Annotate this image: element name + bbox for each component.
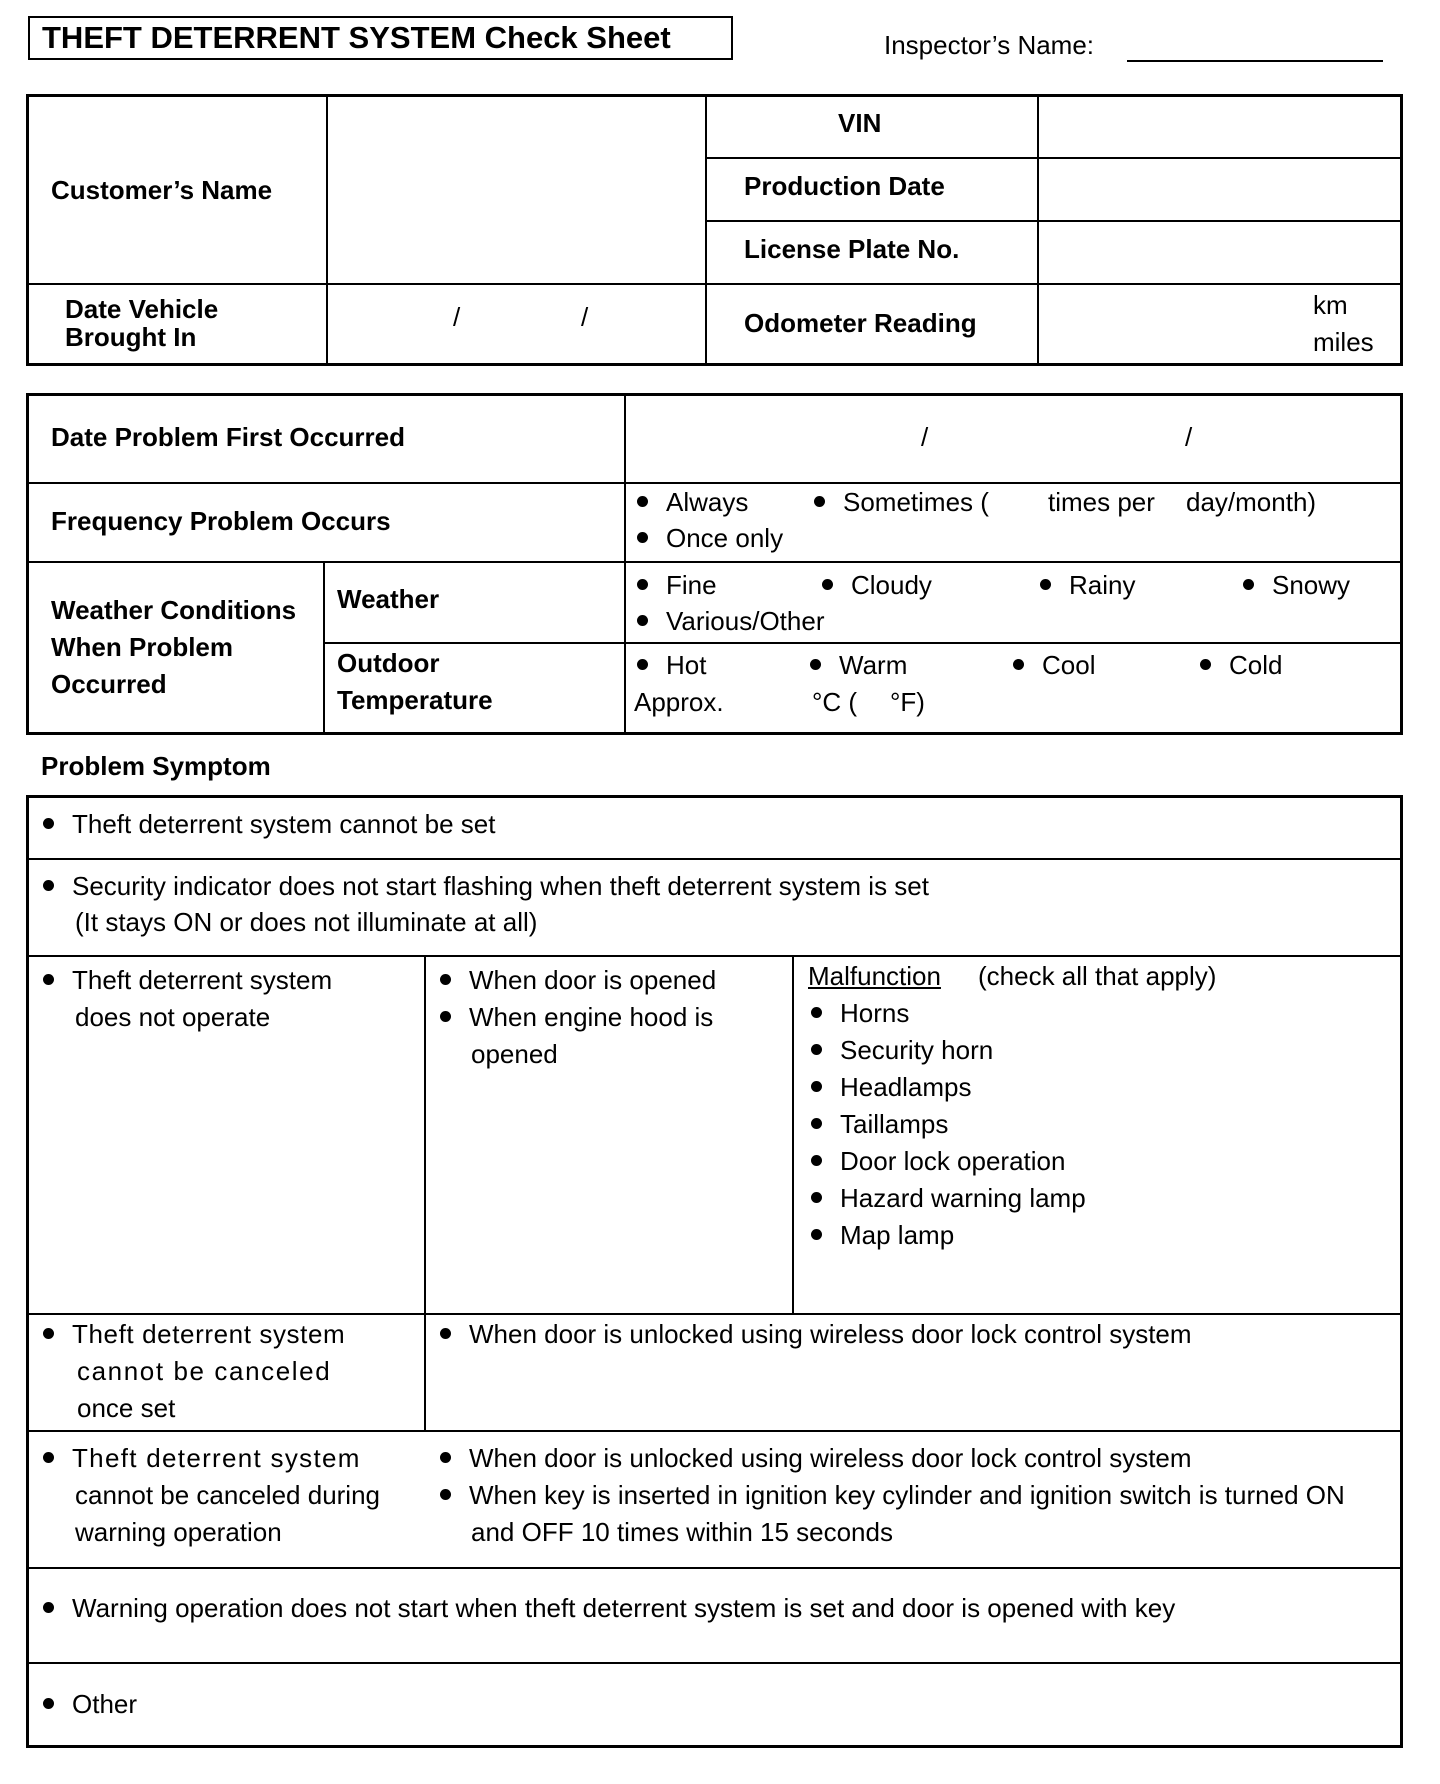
malfunction-horns[interactable]: Horns bbox=[811, 995, 909, 1032]
malfunction-hazard-lamp[interactable]: Hazard warning lamp bbox=[811, 1180, 1086, 1217]
symptom-does-not-operate-line2: does not operate bbox=[75, 1002, 271, 1032]
symptom-cannot-be-set[interactable]: Theft deterrent system cannot be set bbox=[43, 806, 495, 843]
bullet-icon bbox=[43, 818, 54, 829]
bullet-icon bbox=[637, 615, 648, 626]
divider bbox=[26, 1430, 1403, 1432]
customer-name-label: Customer’s Name bbox=[51, 175, 273, 205]
inspector-name-line[interactable] bbox=[1127, 60, 1383, 62]
malfunction-security-horn[interactable]: Security horn bbox=[811, 1032, 993, 1069]
weather-other-option[interactable]: Various/Other bbox=[637, 603, 824, 640]
when-key-ignition-line2: and OFF 10 times within 15 seconds bbox=[471, 1517, 893, 1547]
when-key-ignition-option[interactable]: When key is inserted in ignition key cylinder and ignition switch is turned ON bbox=[440, 1477, 1345, 1514]
vin-label: VIN bbox=[838, 108, 882, 138]
bullet-icon bbox=[1200, 659, 1211, 670]
bullet-icon bbox=[811, 1044, 822, 1055]
when-wireless-unlock-option[interactable]: When door is unlocked using wireless door lock control system bbox=[440, 1440, 1192, 1477]
temperature-label: Temperature bbox=[337, 685, 493, 715]
bullet-icon bbox=[1013, 659, 1024, 670]
bullet-icon bbox=[43, 1698, 54, 1709]
symptom-cannot-cancel-line2: cannot be canceled bbox=[77, 1356, 332, 1386]
bullet-icon bbox=[811, 1007, 822, 1018]
symptom-cannot-cancel-warning-line2: cannot be canceled during bbox=[75, 1480, 381, 1510]
bullet-icon bbox=[637, 532, 648, 543]
freq-once-option[interactable]: Once only bbox=[637, 520, 783, 557]
temp-warm-option[interactable]: Warm bbox=[810, 647, 907, 684]
temp-cold-option[interactable]: Cold bbox=[1200, 647, 1282, 684]
frequency-label: Frequency Problem Occurs bbox=[51, 506, 391, 536]
temp-approx-label: Approx. bbox=[634, 687, 724, 717]
bullet-icon bbox=[43, 1602, 54, 1613]
freq-always-option[interactable]: Always bbox=[637, 484, 748, 521]
weather-rainy-option[interactable]: Rainy bbox=[1040, 567, 1135, 604]
bullet-icon bbox=[811, 1229, 822, 1240]
symptom-cannot-cancel-warning[interactable]: Theft deterrent system bbox=[43, 1440, 361, 1477]
bullet-icon bbox=[43, 880, 54, 891]
bullet-icon bbox=[637, 496, 648, 507]
divider bbox=[705, 94, 707, 366]
bullet-icon bbox=[637, 659, 648, 670]
bullet-icon bbox=[1243, 579, 1254, 590]
freq-sometimes-option[interactable]: Sometimes ( bbox=[814, 484, 989, 521]
weather-snowy-option[interactable]: Snowy bbox=[1243, 567, 1350, 604]
malfunction-taillamps[interactable]: Taillamps bbox=[811, 1106, 948, 1143]
bullet-icon bbox=[440, 1011, 451, 1022]
temp-hot-option[interactable]: Hot bbox=[637, 647, 706, 684]
date-brought-in-label: Brought In bbox=[65, 322, 197, 352]
weather-cloudy-option[interactable]: Cloudy bbox=[822, 567, 932, 604]
when-hood-opened-option[interactable]: When engine hood is bbox=[440, 999, 713, 1036]
malfunction-door-lock[interactable]: Door lock operation bbox=[811, 1143, 1065, 1180]
divider bbox=[1037, 94, 1039, 366]
symptom-cannot-cancel-line3: once set bbox=[77, 1393, 176, 1423]
divider bbox=[792, 955, 794, 1313]
divider bbox=[326, 94, 328, 366]
symptom-indicator-note: (It stays ON or does not illuminate at all) bbox=[75, 907, 538, 937]
sheet-title: THEFT DETERRENT SYSTEM Check Sheet bbox=[28, 16, 733, 60]
divider bbox=[424, 955, 426, 1430]
license-plate-field[interactable] bbox=[1041, 223, 1399, 281]
weather-conditions-label: Weather Conditions bbox=[51, 595, 297, 625]
when-door-opened-option[interactable]: When door is opened bbox=[440, 962, 716, 999]
weather-fine-option[interactable]: Fine bbox=[637, 567, 717, 604]
divider bbox=[323, 642, 1403, 644]
divider bbox=[26, 955, 1403, 957]
weather-conditions-label: When Problem bbox=[51, 632, 234, 662]
malfunction-heading: Malfunction bbox=[808, 961, 941, 991]
bullet-icon bbox=[1040, 579, 1051, 590]
freq-day-month: day/month) bbox=[1186, 487, 1317, 517]
malfunction-map-lamp[interactable]: Map lamp bbox=[811, 1217, 954, 1254]
date-brought-in-field[interactable] bbox=[330, 286, 702, 362]
freq-times-per: times per bbox=[1048, 487, 1155, 517]
km-unit: km bbox=[1313, 290, 1348, 320]
temp-cool-option[interactable]: Cool bbox=[1013, 647, 1095, 684]
check-all-note: (check all that apply) bbox=[978, 961, 1217, 991]
production-date-label: Production Date bbox=[744, 171, 945, 201]
bullet-icon bbox=[811, 1081, 822, 1092]
divider bbox=[26, 1662, 1403, 1664]
bullet-icon bbox=[440, 1489, 451, 1500]
divider bbox=[323, 561, 325, 735]
date-first-occurred-label: Date Problem First Occurred bbox=[51, 422, 405, 452]
bullet-icon bbox=[822, 579, 833, 590]
bullet-icon bbox=[440, 974, 451, 985]
problem-symptom-heading: Problem Symptom bbox=[41, 751, 271, 781]
temperature-label: Outdoor bbox=[337, 648, 440, 678]
bullet-icon bbox=[637, 579, 648, 590]
license-plate-label: License Plate No. bbox=[744, 234, 960, 264]
temp-celsius-unit: °C ( bbox=[812, 687, 858, 717]
symptom-does-not-operate[interactable]: Theft deterrent system bbox=[43, 962, 332, 999]
divider bbox=[705, 220, 1403, 222]
divider bbox=[26, 1567, 1403, 1569]
production-date-field[interactable] bbox=[1041, 160, 1399, 218]
divider bbox=[26, 858, 1403, 860]
inspector-name-label: Inspector’s Name: bbox=[884, 30, 1095, 60]
vin-field[interactable] bbox=[1041, 97, 1399, 155]
bullet-icon bbox=[43, 1452, 54, 1463]
date-brought-in-label: Date Vehicle bbox=[65, 294, 219, 324]
symptom-indicator-not-flashing[interactable]: Security indicator does not start flashing when theft deterrent system is set bbox=[43, 868, 929, 905]
symptom-warning-not-start[interactable]: Warning operation does not start when theft deterrent system is set and door is opened with key bbox=[43, 1590, 1175, 1627]
date-slash: / bbox=[1185, 422, 1193, 452]
miles-unit: miles bbox=[1313, 327, 1374, 357]
bullet-icon bbox=[43, 1328, 54, 1339]
temp-fahrenheit-unit: °F) bbox=[890, 687, 925, 717]
malfunction-headlamps[interactable]: Headlamps bbox=[811, 1069, 972, 1106]
weather-conditions-label: Occurred bbox=[51, 669, 167, 699]
bullet-icon bbox=[440, 1452, 451, 1463]
when-hood-opened-line2: opened bbox=[471, 1039, 558, 1069]
divider bbox=[26, 1313, 1403, 1315]
bullet-icon bbox=[810, 659, 821, 670]
date-first-occurred-field[interactable] bbox=[628, 396, 1399, 480]
divider bbox=[705, 157, 1403, 159]
divider bbox=[26, 283, 1403, 285]
bullet-icon bbox=[440, 1328, 451, 1339]
divider bbox=[26, 561, 1403, 563]
bullet-icon bbox=[811, 1192, 822, 1203]
bullet-icon bbox=[43, 974, 54, 985]
when-wireless-unlock-option[interactable]: When door is unlocked using wireless door lock control system bbox=[440, 1316, 1192, 1353]
bullet-icon bbox=[811, 1155, 822, 1166]
date-slash: / bbox=[581, 302, 589, 332]
bullet-icon bbox=[811, 1118, 822, 1129]
symptom-other[interactable]: Other bbox=[43, 1686, 137, 1723]
weather-label: Weather bbox=[337, 584, 440, 614]
symptom-cannot-cancel[interactable]: Theft deterrent system bbox=[43, 1316, 345, 1353]
customer-name-field[interactable] bbox=[330, 97, 702, 281]
date-slash: / bbox=[921, 422, 929, 452]
bullet-icon bbox=[814, 496, 825, 507]
symptom-cannot-cancel-warning-line3: warning operation bbox=[75, 1517, 282, 1547]
date-slash: / bbox=[453, 302, 461, 332]
odometer-label: Odometer Reading bbox=[744, 308, 977, 338]
divider bbox=[624, 393, 626, 735]
